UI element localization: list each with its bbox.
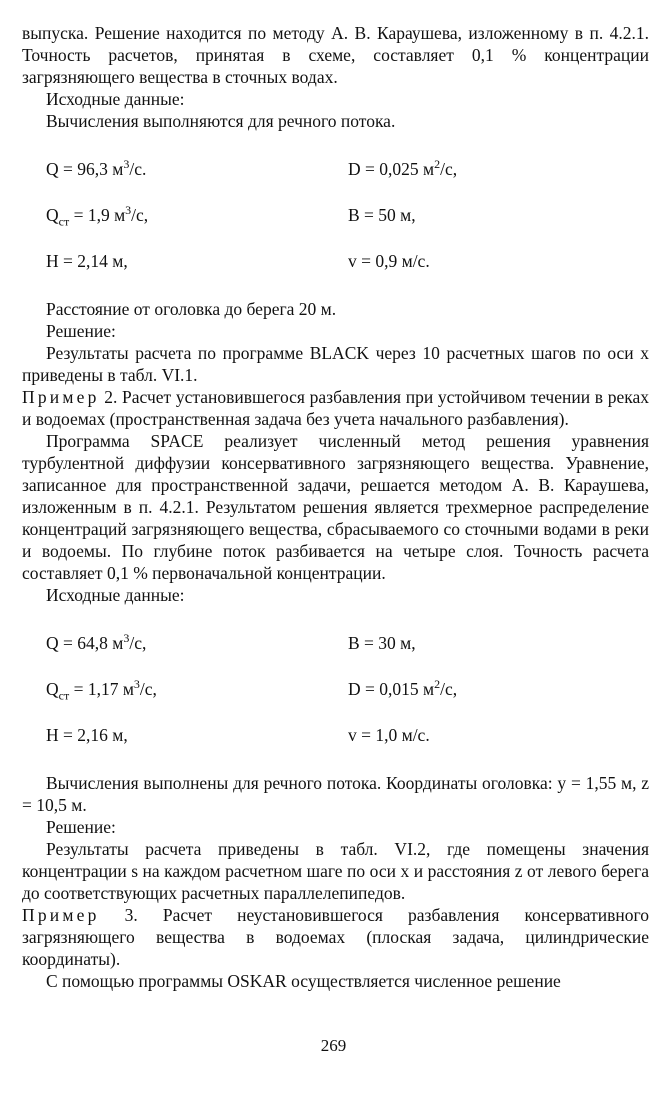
page-number: 269 [320, 1036, 347, 1055]
example-2-heading: Пример 2. Расчет установившегося разбавления при устойчивом течении в реках и водоемах (пространственная задача без учета начального разбавления). [22, 387, 649, 429]
param-q: Q = 96,3 $м^3/с$. [46, 157, 147, 179]
param-h: H = 2,16 м, [46, 725, 128, 745]
parameters-block-2 [22, 632, 649, 746]
solution-heading: Решение: [46, 321, 116, 341]
input-data-heading-2: Исходные данные: [46, 585, 185, 605]
paragraph-coordinates: Вычисления выполнены для речного потока. Координаты оголовка: y = 1,55 м, z = 10,5 м. [22, 773, 649, 815]
param-q-st: $Q_{ст} = 1,17$ $м^3/с$, [46, 677, 157, 703]
input-data-heading: Исходные данные: [46, 89, 185, 109]
paragraph-results-space: Результаты расчета приведены в табл. VI.2, где помещены значения концентрации s на каждом расчетном шаге по оси x и расстояния z от левого берега до соответствующих расчетных параллелепипедов. [22, 839, 649, 903]
paragraph-continuation: выпуска. Решение находится по методу А. В. Караушева, изложенному в п. 4.2.1. Точность расчетов, принятая в схеме, составляет 0,1 % концентрации загрязняющего вещества в сточных водах. [22, 23, 649, 87]
param-v: v = 1,0 м/с. [348, 725, 430, 745]
parameters-block-1 [22, 158, 649, 272]
example-3-heading: Пример 3. Расчет неустановившегося разбавления консервативного загрязняющего вещества в водоемах (плоская задача, цилиндрические координаты). [22, 905, 649, 969]
param-d: D = 0,015 $м^2/с$, [348, 677, 458, 699]
param-b: B = 30 м, [348, 633, 416, 653]
solution-heading-2: Решение: [46, 817, 116, 837]
paragraph-oskar: С помощью программы OSKAR осуществляется численное решение [46, 971, 561, 991]
paragraph-results-black: Результаты расчета по программе BLACK через 10 расчетных шагов по оси x приведены в табл. VI.1. [22, 343, 649, 385]
param-v: v = 0,9 м/с. [348, 251, 430, 271]
param-b: B = 50 м, [348, 205, 416, 225]
param-h: H = 2,14 м, [46, 251, 128, 271]
example-label: Пример [22, 387, 100, 407]
calc-note: Вычисления выполняются для речного потока. [46, 111, 396, 131]
param-d: D = 0,025 $м^2/с$, [348, 157, 458, 179]
param-q-st: $Q_{ст} = 1,9$ $м^3/с$, [46, 203, 149, 229]
example-label: Пример [22, 905, 100, 925]
paragraph-space-program: Программа SPACE реализует численный метод решения уравнения турбулентной диффузии консервативного загрязняющего вещества. Уравнение, записанное для пространственной задачи, решается методом А. В. Караушева, изложенным в п. 4.2.1. Результатом решения является трехмерное распределение концентраций загрязняющего вещества, сбрасываемого со сточными водами в реки и водоемы. По глубине поток разбивается на четыре слоя. Точность расчета составляет 0,1 % первоначальной концентрации. [22, 431, 649, 583]
distance-note: Расстояние от оголовка до берега 20 м. [46, 299, 337, 319]
param-q: Q = 64,8 $м^3/с$, [46, 631, 147, 653]
